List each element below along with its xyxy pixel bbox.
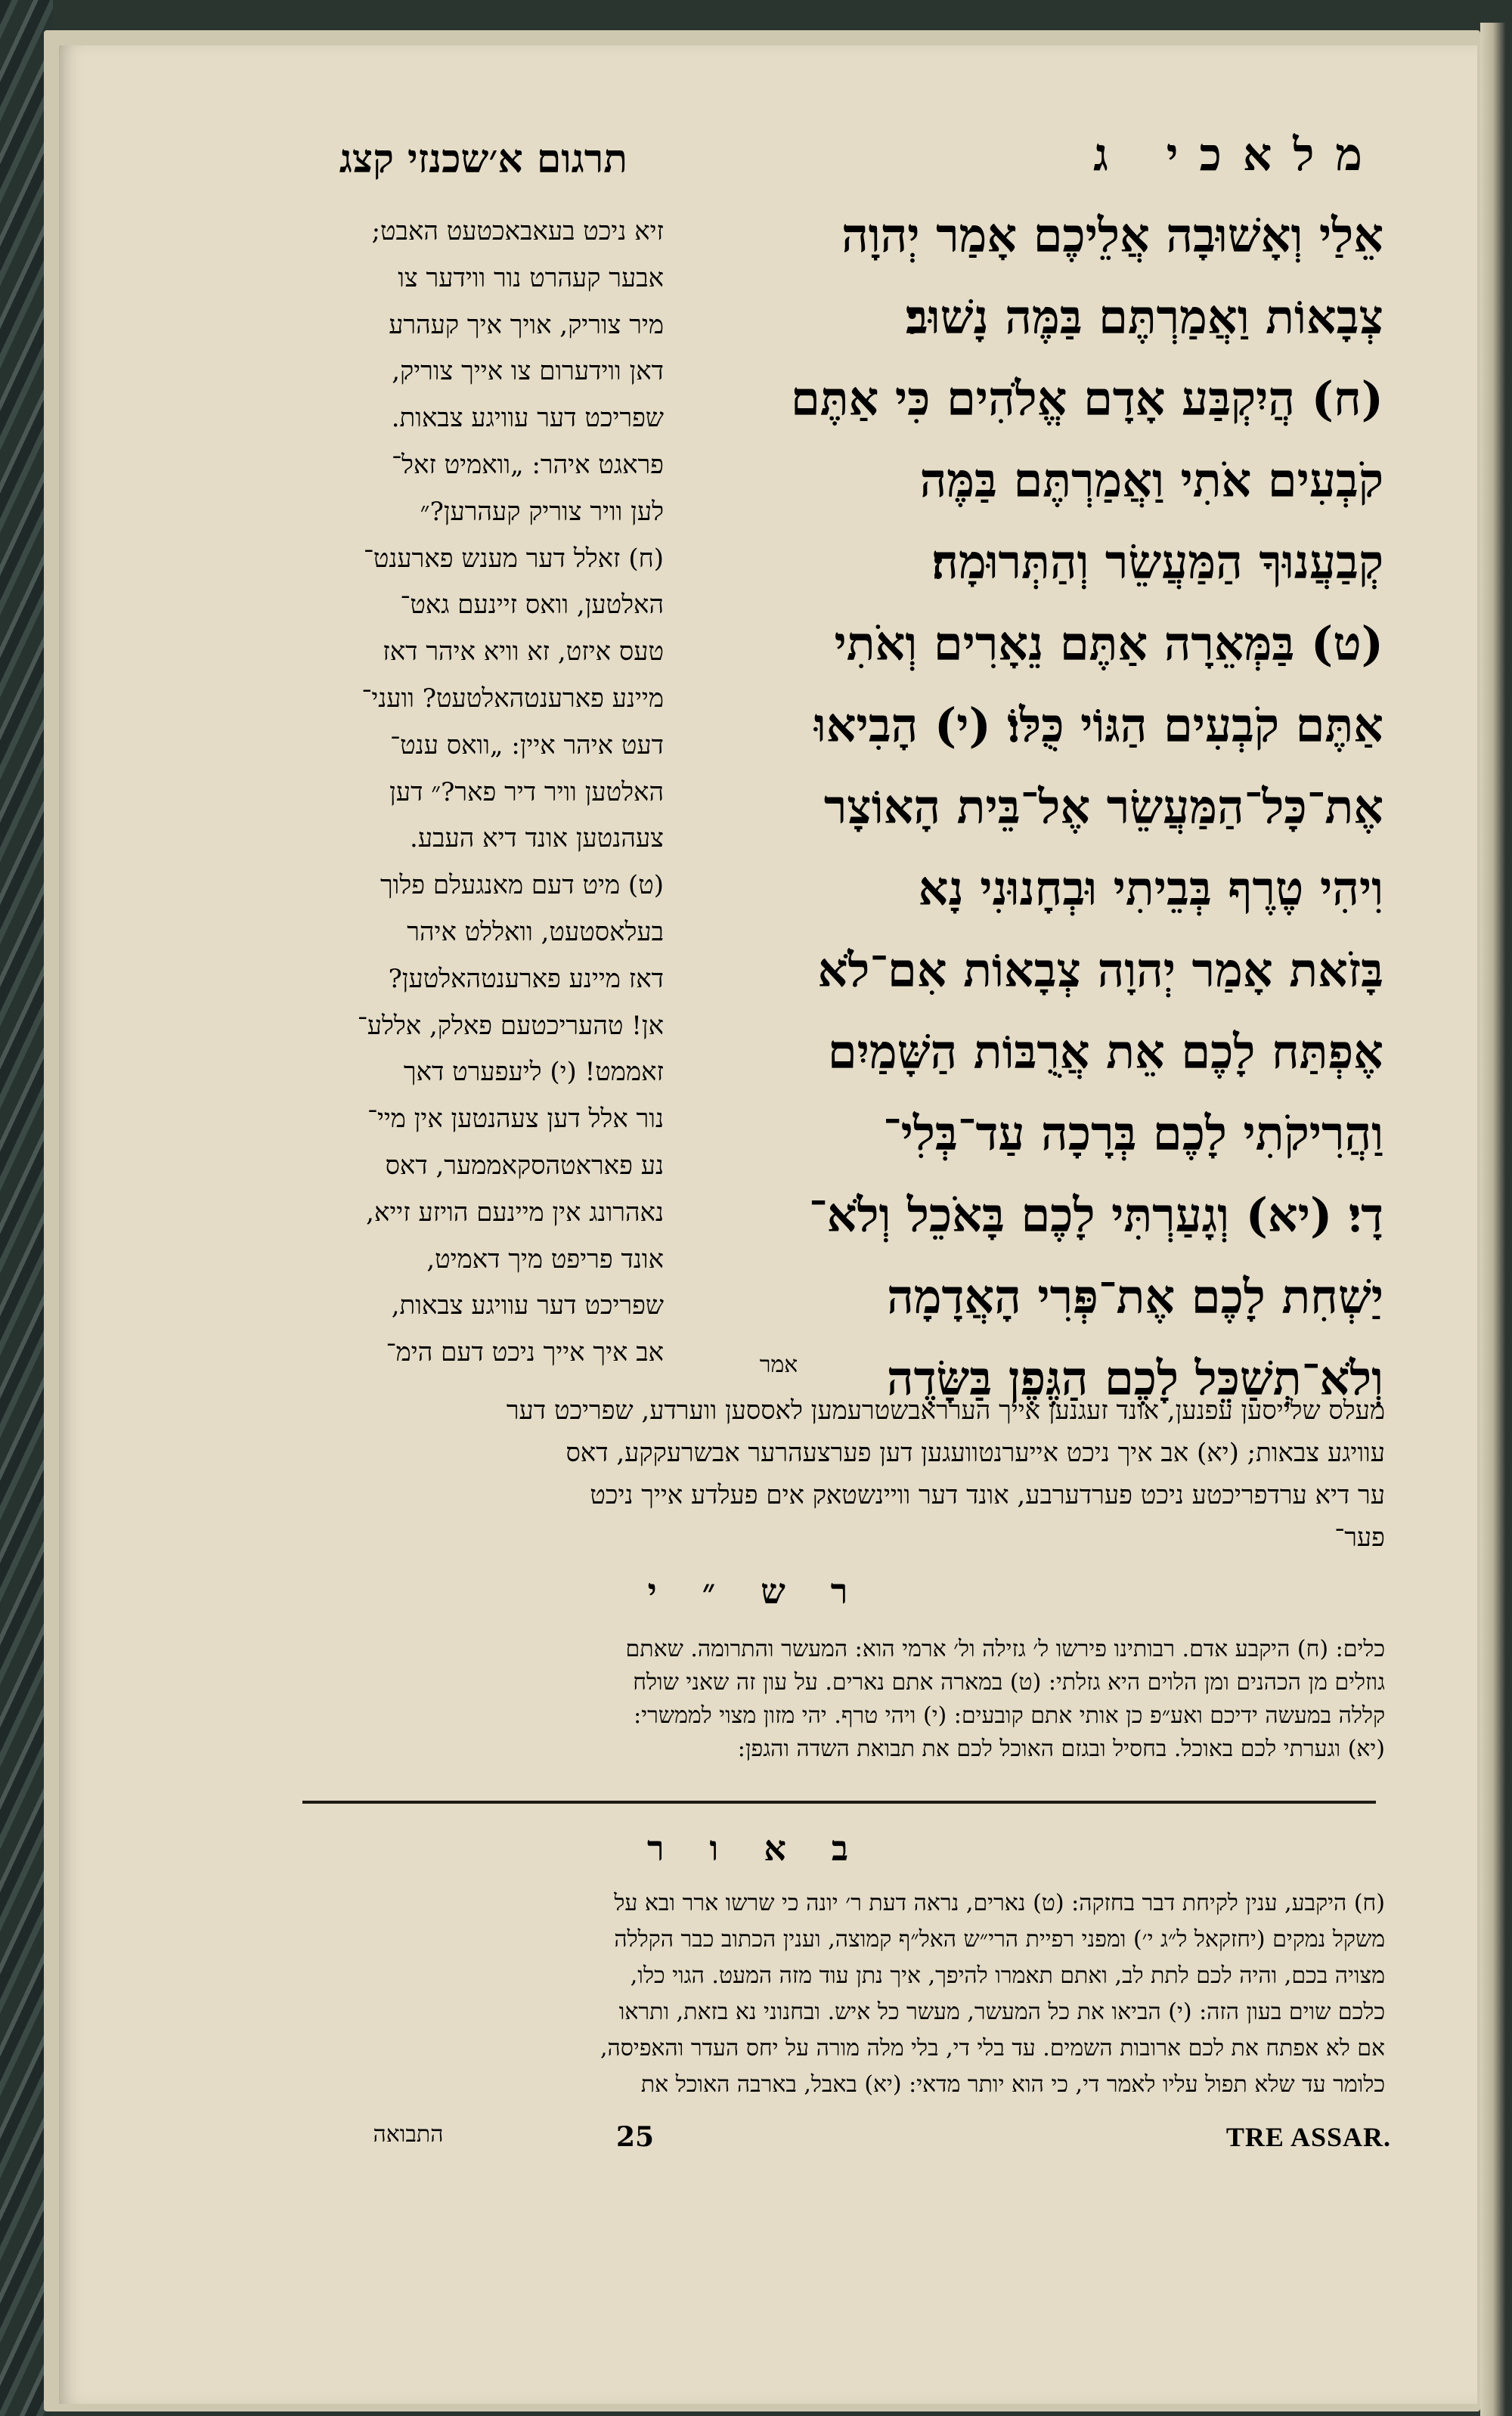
continuation-line: ער דיא ערדפריכטע ניכט פערדערבע, אונד דער וויינשטאק אים פעלדע אייך ניכט [590, 1480, 1385, 1510]
translation-line: שפריכט דער עוויגע צבאות, [391, 1290, 664, 1321]
biur-line: כלומר עד שלא תפול עליו לאמר די, כי הוא יותר מדאי: (יא) באבל, בארבה האוכל את [640, 2071, 1385, 2098]
translation-line: טעס איזט, זא וויא איהר דאז [383, 637, 664, 667]
translation-line: בעלאסטעט, וואללט איהר [407, 916, 664, 947]
translation-line: מיינע פארענטהאלטעט? וועני־ [361, 683, 664, 714]
footer-catchword: התבואה [373, 2121, 444, 2148]
book-edge-right [1480, 23, 1512, 2416]
rashi-commentary [296, 1633, 1385, 1784]
main-line: אֶת־כָּל־הַמַּעֲשֵׂר אֶל־בֵּית הָאוֹצָר [823, 779, 1383, 835]
signature-mark: TRE ASSAR. [1225, 2122, 1391, 2152]
translation-line: שפריכט דער עוויגע צבאות. [391, 403, 664, 434]
translation-line: לען וויר צוריק קעהרען?״ [420, 496, 664, 527]
translation-line: זיא ניכט בעאבאכטעט האבט; [371, 216, 664, 246]
translation-line: נור אלל דען צעהנטען אין מיי־ [367, 1104, 664, 1135]
translation-header: תרגום א׳שכנזי קצג [339, 136, 627, 182]
rashi-line: גוזלים מן הכהנים ומן הלוים היא גזלתי: (ט) במארה אתם נארים. על עון זה שאני שולח [633, 1669, 1385, 1696]
section-divider [302, 1801, 1376, 1804]
main-line: אַתֶּם קֹבְעִים הַגּוֹי כֻּלּוֹ׃ (י) הָבִיאוּ [813, 698, 1383, 753]
continuation-line: עוויגע צבאות; (יא) אב איך ניכט אייערנטוועגען דען פערצעהרער אבשרעקקע, דאס [565, 1438, 1385, 1468]
translation-line: האלטען וויר דיר פאר?״ דען [389, 776, 664, 807]
biur-title: ב א ו ר [646, 1828, 866, 1869]
page-number: 25 [615, 2121, 655, 2153]
main-line: וְלֹא־תְשַׁכֵּל לָכֶם הַגֶּפֶן בַּשָּׂדֶה [886, 1351, 1383, 1406]
translation-line: אב איך אייך ניכט דעם הימ־ [386, 1337, 664, 1368]
main-catchword: אמר [759, 1352, 798, 1378]
main-line: יַשְׁחִת לָכֶם אֶת־פְּרִי הָאֲדָמָה [887, 1269, 1383, 1324]
main-line: דָי׃ (יא) וְגָעַרְתִּי לָכֶם בָּאֹכֵל וְלֹא־ [808, 1188, 1383, 1243]
main-line: צְבָאוֹת וַאֲמַרְתֶּם בַּמֶּה נָשׁוּב׃ [905, 290, 1383, 345]
translation-line: (ט) מיט דעם מאנגעלם פלוך [380, 870, 664, 901]
translation-column [172, 209, 664, 1388]
translation-line: אונד פריפט מיך דאמיט, [426, 1244, 664, 1275]
translation-line: דאן ווידערום צו אייך צוריק, [392, 356, 664, 387]
rashi-line: קללה במעשה ידיכם ואע״פ כן אותי אתם קובעים: (י) ויהי טרף. יהי מזון מצוי לממשרי: [634, 1702, 1385, 1729]
translation-line: דעט איהר איין: „וואס ענט־ [390, 729, 664, 760]
translation-line: צעהנטען אונד דיא העבע. [410, 823, 664, 854]
translation-line: פראגט איהר: „וואמיט זאל־ [392, 449, 664, 480]
rashi-title: ר ש ״ י [647, 1571, 865, 1612]
translation-line: נאהרונג אין מיינעם הויזע זייא, [366, 1197, 664, 1228]
translation-line: דאז מיינע פארענטהאלטען? [388, 963, 664, 994]
biur-line: (ח) היקבע, ענין לקיחת דבר בחזקה: (ט) נארים, נראה דעת ר׳ יונה כי שרשו ארר ובא על [614, 1890, 1385, 1916]
translation-line: האלטען, וואס זיינעם גאט־ [400, 590, 664, 621]
translation-line: מיר צוריק, אויך איך קעהרע [389, 309, 664, 340]
biur-line: משקל נמקים (יחזקאל ל״ג י׳) ומפני רפיית הרי״ש האל״ף קמוצה, וענין הכתוב כבר הקללה [614, 1926, 1385, 1953]
translation-line: (ח) זאלל דער מענש פארענט־ [363, 543, 664, 574]
main-line: (ט) בַּמְּאֵרָה אַתֶּם נֵאָרִים וְאֹתִי [834, 616, 1383, 671]
biur-line: מצויה בכם, והיה לכם לתת לב, ואתם תאמרו להיפך, איך נתן עוד מזה המעט. הגוי כלו, [630, 1962, 1385, 1989]
main-line: קֹבְעִים אֹתִי וַאֲמַרְתֶּם בַּמֶּה [919, 453, 1383, 508]
main-line: אֵלַי וְאָשׁוּבָה אֲלֵיכֶם אָמַר יְהוָה [841, 208, 1383, 263]
biur-line: כלכם שוים בעון הזה: (י) הביאו את כל המעשר, מעשר כל איש. ובחנוני נא בזאת, ותראו [618, 1999, 1385, 2025]
biur-commentary [280, 1885, 1385, 2112]
rashi-line: כלים: (ח) היקבע אדם. רבותינו פירשו ל׳ גזילה ול׳ ארמי הוא: המעשר והתרומה. שאתם [625, 1636, 1385, 1662]
main-line: וִיהִי טֶרֶף בְּבֵיתִי וּבְחָנוּנִי נָא [918, 861, 1383, 916]
translation-line: אן! טהעריכטעם פאלק, אללע־ [357, 1010, 664, 1041]
main-line: אֶפְתַּח לָכֶם אֵת אֲרֻבּוֹת הַשָּׁמַיִם [827, 1024, 1383, 1079]
translation-line: זאממט! (י) ליעפערט דאך [403, 1057, 664, 1088]
main-line: (ח) הֲיִקְבַּע אָדָם אֱלֹהִים כִּי אַתֶּם [791, 371, 1383, 426]
main-line: וַהֲרִיקֹתִי לָכֶם בְּרָכָה עַד־בְּלִי־ [882, 1106, 1383, 1161]
translation-continuation [172, 1389, 1385, 1563]
continuation-line: מעלס שלייסען עפנען, אונד זעגנען אייך הערראבשטרעמען לאססען ווערדע, שפריכט דער [506, 1395, 1385, 1426]
rashi-line: (יא) וגערתי לכם באוכל. בחסיל ובגזם האוכל לכם את תבואת השדה והגפן: [737, 1736, 1385, 1762]
main-line: בָּזֹאת אָמַר יְהוָה צְבָאוֹת אִם־לֹא [817, 943, 1383, 998]
main-line: קְבַעֲנוּךָ הַמַּעֲשֵׂר וְהַתְּרוּמָה׃ [931, 534, 1383, 590]
main-hebrew-column [688, 195, 1383, 1406]
book-header: מלאכי ג [1093, 129, 1383, 181]
biur-line: אם לא אפתח את לכם ארובות השמים. עד בלי די, בלי מלה מורה על יחס העדר והאפיסה, [600, 2035, 1385, 2061]
translation-line: אבער קעהרט נור ווידער צו [398, 262, 664, 293]
continuation-line: פער־ [1334, 1522, 1385, 1553]
translation-line: נע פאראטהסקאממער, דאס [385, 1150, 664, 1181]
